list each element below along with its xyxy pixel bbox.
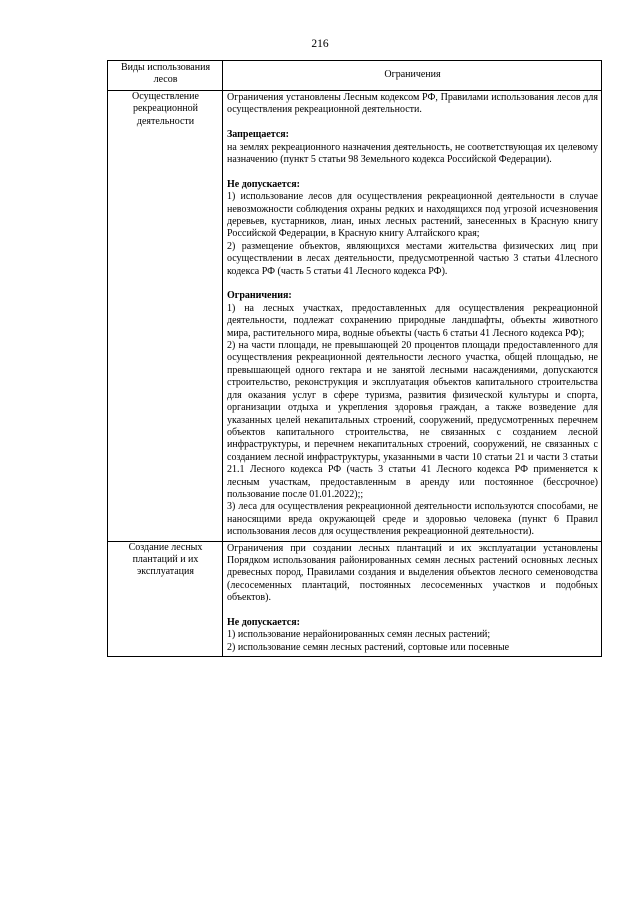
restriction-paragraph: 2) на части площади, не превышающей 20 процентов площади предоставленного для осуществления рекреационной деятельности лесного участка, общей площадью, не превышающей одного гектара и не занятой лесными насаждениями, допускаются строительство, реконструкция и эксплуатация объектов капитального строительства для оказания услуг в сфере туризма, развития физической культуры и спорта, организации отдыха и укрепления здоровья граждан, а также возведение для указанных целей некапитальных строений, сооружений, предусмотренных перечнем объектов капитального строительства, не связанных с созданием лесной инфраструктуры, и перечнем некапитальных строений, сооружений, не связанных с созданием лесной инфраструктуры, указанными в части 10 статьи 21 и части 3 статьи 21.1 Лесного кодекса РФ (часть 3 статьи 41 Лесного кодекса РФ применяется к лесным участкам, предоставленным в аренду или постоянное (бессрочное) пользование после 01.01.2022);; — [227, 340, 598, 500]
section-heading: Ограничения: — [227, 290, 292, 302]
row-kind-plantations: Создание лесных плантаций и их эксплуатация — [108, 541, 223, 657]
header-kind: Виды использования лесов — [108, 61, 223, 91]
header-restrictions: Ограничения — [223, 61, 602, 91]
row-restrictions-plantations — [223, 541, 602, 657]
row-restrictions-recreation — [223, 91, 602, 542]
table-header-row — [108, 61, 602, 91]
page-number: 216 — [311, 38, 329, 50]
section-heading: Не допускается: — [227, 617, 300, 628]
row-kind-recreation: Осуществление рекреационной деятельности — [108, 91, 223, 542]
table-row — [108, 91, 602, 542]
restriction-paragraph: Ограничения при создании лесных плантаций и их эксплуатации установлены Порядком использования районированных семян лесных растений основных лесных древесных пород, Правилами создания и выделения объектов лесного семеноводства (лесосеменных плантаций, постоянных лесосеменных участков и подобных объектов). — [227, 542, 598, 604]
restriction-paragraph: на землях рекреационного назначения деятельность, не соответствующая их целевому назначению (пункт 5 статьи 98 Земельного кодекса Российской Федерации). — [227, 141, 598, 166]
restriction-paragraph: 2) размещение объектов, являющихся местами жительства физических лиц при осуществлении в лесах деятельности, предусмотренной частью 3 статьи 41лесного кодекса РФ (часть 5 статьи 41 Лесного кодекса РФ). — [227, 240, 598, 277]
restriction-paragraph: 2) использование семян лесных растений, сортовые или посевные — [227, 641, 510, 653]
restriction-paragraph: Ограничения установлены Лесным кодексом РФ, Правилами использования лесов для осуществления рекреационной деятельности. — [227, 92, 598, 116]
table-row — [108, 541, 602, 657]
restriction-paragraph: 1) использование лесов для осуществления рекреационной деятельности в случае невозможности соблюдения охраны редких и находящихся под угрозой исчезновения деревьев, кустарников, лиан, иных лесных растений, занесенных в Красную книгу Российской Федерации, в Красную книгу Алтайского края; — [227, 191, 598, 240]
section-heading: Запрещается: — [227, 129, 290, 141]
restrictions-table — [107, 60, 602, 657]
section-heading: Не допускается: — [227, 178, 300, 190]
restriction-paragraph: 3) леса для осуществления рекреационной деятельности используются способами, не наносящими вреда окружающей среде и здоровью человека (пункт 6 Правил использования лесов для осуществления рекреационной деятельности). — [227, 501, 598, 538]
restriction-paragraph: 1) использование нерайонированных семян лесных растений; — [227, 629, 491, 641]
restriction-paragraph: 1) на лесных участках, предоставленных для осуществления рекреационной деятельности, подлежат сохранению природные ландшафты, объекты животного мира, растительного мира, водные объекты (часть 6 статьи 41 Лесного кодекса РФ); — [227, 302, 598, 339]
